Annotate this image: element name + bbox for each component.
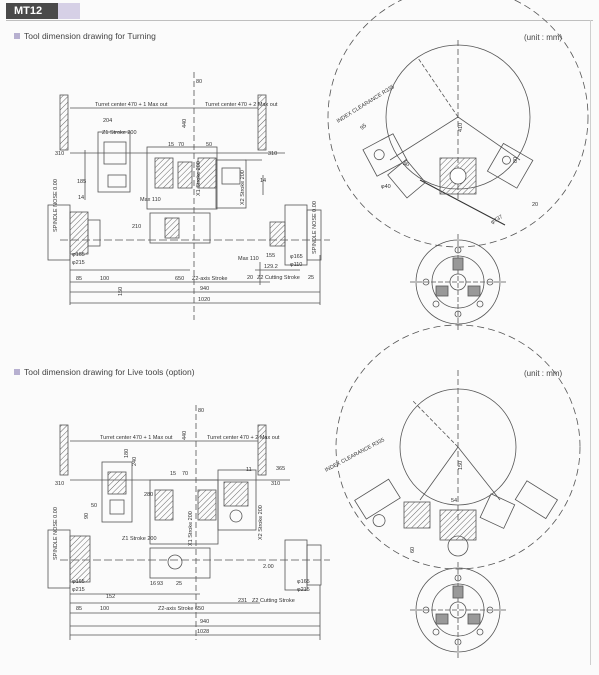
section2-unit: (unit : mm) <box>524 369 563 378</box>
model-tab: MT12 <box>6 3 58 19</box>
jaw <box>453 258 463 270</box>
live-tool-station <box>355 479 401 519</box>
index-clearance-label: INDEX CLEARANCE R335 <box>324 437 386 474</box>
left-wall <box>60 425 68 475</box>
tool-station-bottom <box>440 510 476 540</box>
left-spindle <box>48 205 70 260</box>
dim-70: 70 <box>178 142 185 148</box>
dim-240: 240 <box>132 456 138 466</box>
tool-station <box>487 143 532 188</box>
dim-phi165: φ165 <box>297 579 310 585</box>
x1-stroke-label: X1 Stroke 200 <box>196 161 202 196</box>
dim-15: 15 <box>170 471 177 477</box>
dim-80: 80 <box>513 156 519 163</box>
dim-310: 310 <box>55 151 65 157</box>
jaw <box>436 614 448 624</box>
dim-54: 54 <box>451 498 458 504</box>
turning-side-view <box>48 72 330 320</box>
tool-bore <box>450 168 466 184</box>
dim-231: 231 <box>238 598 248 604</box>
dim-310: 310 <box>271 481 281 487</box>
tool-station <box>363 134 410 176</box>
live-tool-station <box>515 481 557 519</box>
jaw <box>436 286 448 296</box>
index-clearance-label: INDEX CLEARANCE R335 <box>335 84 396 125</box>
section1-unit: (unit : mm) <box>524 33 563 42</box>
radius-line <box>458 117 520 160</box>
dim-phi40: φ40 <box>381 184 391 190</box>
z2-axis-stroke-label: Z2-axis Stroke 650 <box>158 606 205 612</box>
dim-310: 310 <box>268 151 278 157</box>
turret-center-2-label: Turret center 470 + 2 Max out <box>205 102 278 108</box>
dim-11: 11 <box>246 467 252 473</box>
radius-line <box>418 58 458 117</box>
dim-max110: Max 110 <box>238 256 259 262</box>
left-jaws <box>88 220 100 246</box>
tool-station-hatched <box>404 502 430 528</box>
dim-50: 50 <box>206 142 213 148</box>
dim-46: 46 <box>403 162 410 168</box>
right-wall <box>258 425 266 475</box>
jaw <box>468 286 480 296</box>
dim-1020: 1020 <box>198 297 211 303</box>
dim-150: 150 <box>458 460 464 470</box>
spindle-nose-right-label: SPINDLE NOSE 0.00 <box>312 201 318 254</box>
dim-20: 20 <box>247 275 254 281</box>
z2-cutting-stroke-label: Z2 Cutting Stroke <box>257 275 300 281</box>
turret-hatched-3 <box>198 490 216 520</box>
dim-210: 210 <box>132 224 142 230</box>
x1-stroke-label: X1 Stroke 200 <box>188 511 194 546</box>
radius-line <box>458 447 500 500</box>
z1-stroke-label: Z1 Stroke 200 <box>122 536 157 542</box>
turret1-tool <box>108 175 126 187</box>
turret2-toolholder <box>222 168 240 184</box>
dim-185: 185 <box>77 179 87 185</box>
radius-line <box>390 117 458 160</box>
turret-center-2-label: Turret center 470 + 2 Max out <box>207 435 280 441</box>
section2-title: Tool dimension drawing for Live tools (option) <box>14 367 195 377</box>
dim-280: 280 <box>144 492 154 498</box>
turning-side-labels <box>53 79 318 303</box>
dim-phi215: φ215 <box>72 260 85 266</box>
turret-center-1-label: Turret center 470 + 1 Max out <box>95 102 168 108</box>
left-spindle <box>48 530 70 588</box>
dim-365: 365 <box>276 466 286 472</box>
section1-title: Tool dimension drawing for Turning <box>14 31 156 41</box>
live-tools-turret-view <box>336 325 580 658</box>
dim-20: 20 <box>532 202 539 208</box>
dim-15: 15 <box>168 142 175 148</box>
dim-60: 60 <box>410 546 416 553</box>
dim-80: 80 <box>198 408 205 414</box>
dim-phi737: φ737 <box>490 214 505 226</box>
dim-14: 14 <box>78 195 85 201</box>
radius-line <box>420 447 458 500</box>
turret-center-1-label: Turret center 470 + 1 Max out <box>100 435 173 441</box>
chuck-bolt <box>477 301 483 307</box>
tool-hole <box>372 148 386 162</box>
dim-25: 25 <box>176 581 183 587</box>
dim-90: 90 <box>84 512 90 519</box>
turning-turret-labels <box>336 84 538 225</box>
dim-100: 100 <box>100 276 110 282</box>
dim-14: 14 <box>260 178 267 184</box>
turret-hatched-1 <box>155 490 173 520</box>
dim-25: 25 <box>308 275 315 281</box>
lower-block <box>150 548 210 578</box>
left-chuck <box>70 212 88 254</box>
tool-hole <box>501 155 512 166</box>
dim-phi215: φ215 <box>297 587 310 593</box>
right-jaws <box>270 222 285 246</box>
spindle-nose-left-label: SPINDLE NOSE 0.00 <box>53 507 59 560</box>
z2-cutting-stroke-label: Z2 Cutting Stroke <box>252 598 295 604</box>
live-tool-spindle <box>230 510 242 522</box>
live-tool-spindle <box>168 555 182 569</box>
dim-940: 940 <box>200 286 210 292</box>
dim-100: 100 <box>100 606 110 612</box>
dim-440: 440 <box>182 118 188 128</box>
x2-stroke-label: X2 Stroke 200 <box>258 505 264 540</box>
dim-max110: Max 110 <box>140 197 161 203</box>
dim-1028: 1028 <box>197 629 210 635</box>
left-wall <box>60 95 68 150</box>
dim-180: 180 <box>124 448 130 458</box>
dim-152: 152 <box>106 594 116 600</box>
turret1-body <box>98 132 130 192</box>
turret-hatched-1 <box>155 158 173 188</box>
dim-440: 440 <box>182 430 188 440</box>
dim-940: 940 <box>200 619 210 625</box>
dim-155: 155 <box>266 253 276 259</box>
dim-204: 204 <box>103 118 113 124</box>
jaw <box>468 614 480 624</box>
dim-phi165: φ165 <box>72 579 85 585</box>
chuck-bolt <box>433 629 439 635</box>
dim-2-00: 2.00 <box>263 564 274 570</box>
dim-50: 50 <box>91 503 98 509</box>
lower-block <box>150 213 210 243</box>
dim-95: 95 <box>359 122 368 132</box>
dim-650: 650 <box>175 276 185 282</box>
dim-phi110: φ110 <box>290 262 303 268</box>
radius-line <box>412 400 458 447</box>
dim-phi165: φ165 <box>290 254 303 260</box>
dim-70: 70 <box>182 471 189 477</box>
turret-hatched-2 <box>178 162 192 188</box>
lower-hatched <box>165 218 179 238</box>
dim-16: 16 <box>150 581 157 587</box>
z1-stroke-label: Z1 Stroke 200 <box>102 130 137 136</box>
chuck-bolt <box>477 629 483 635</box>
dim-310: 310 <box>55 481 65 487</box>
jaw <box>453 586 463 598</box>
chuck-bolt <box>433 301 439 307</box>
dim-150: 150 <box>118 286 124 296</box>
live-tool-station <box>480 494 515 529</box>
dim-410: 410 <box>458 122 464 132</box>
dim-phi215: φ215 <box>72 587 85 593</box>
dim-129-2: 129.2 <box>264 264 278 270</box>
turret1-tool <box>110 500 124 514</box>
x2-stroke-label: X2 Stroke 200 <box>240 170 246 205</box>
dim-85: 85 <box>76 276 83 282</box>
spindle-nose-left-label: SPINDLE NOSE 0.00 <box>53 179 59 232</box>
dim-85: 85 <box>76 606 83 612</box>
dim-93: 93 <box>157 581 164 587</box>
turning-turret-view <box>328 0 588 330</box>
live-tools-side-labels <box>53 408 310 635</box>
dim-phi165: φ165 <box>72 252 85 258</box>
turret2-toolholder <box>224 482 248 506</box>
z2-axis-stroke-label: Z2-axis Stroke <box>192 276 228 282</box>
left-chuck <box>70 536 90 582</box>
dim-80: 80 <box>196 79 203 85</box>
turret1-toolholder <box>108 472 126 494</box>
